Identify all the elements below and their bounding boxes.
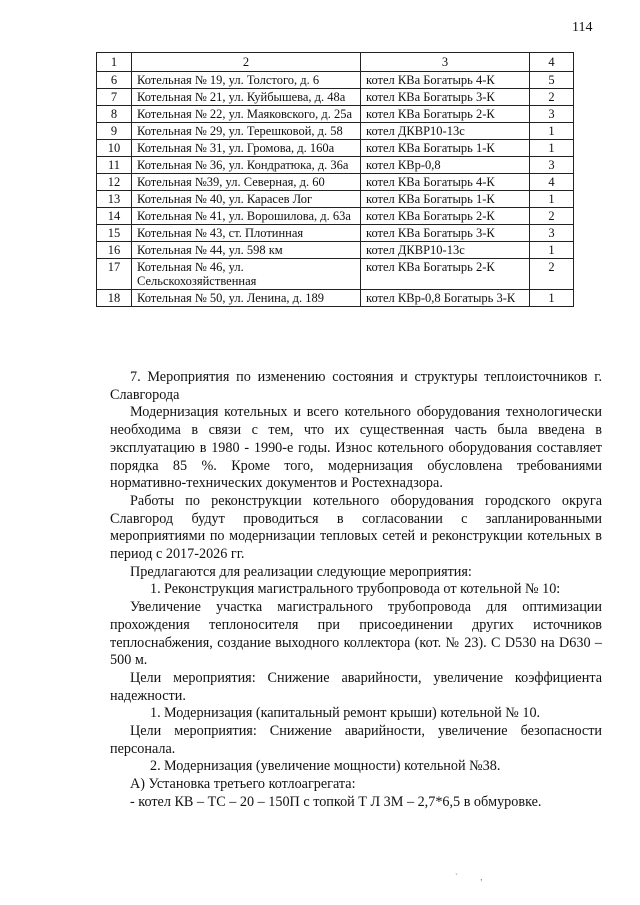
boiler-house-cell: Котельная № 29, ул. Терешковой, д. 58 (132, 123, 361, 140)
column-header: 2 (132, 53, 361, 72)
table-row (97, 140, 574, 157)
equipment-cell: котел ДКВР10-13с (361, 123, 530, 140)
boiler-house-cell: Котельная № 21, ул. Куйбышева, д. 48а (132, 89, 361, 106)
list-item-number: 2. (150, 758, 161, 775)
quantity-cell: 1 (530, 140, 574, 157)
table-row (97, 72, 574, 89)
equipment-cell: котел КВа Богатырь 4-К (361, 72, 530, 89)
list-item-number: 1. (150, 581, 161, 598)
table-row (97, 157, 574, 174)
list-item-text: Реконструкция магистрального трубопровода от котельной № 10: (164, 581, 561, 598)
table-row (97, 106, 574, 123)
boiler-house-cell: Котельная № 40, ул. Карасев Лог (132, 191, 361, 208)
boiler-house-cell: Котельная № 31, ул. Громова, д. 160а (132, 140, 361, 157)
equipment-cell: котел КВа Богатырь 2-К (361, 259, 530, 290)
table-row (97, 174, 574, 191)
equipment-cell: котел ДКВР10-13с (361, 242, 530, 259)
list-item-text: Модернизация (увеличение мощности) котельной №38. (164, 758, 501, 775)
quantity-cell: 1 (530, 123, 574, 140)
table-row (97, 89, 574, 106)
equipment-cell: котел КВа Богатырь 1-К (361, 140, 530, 157)
table-row (97, 225, 574, 242)
table-row (97, 290, 574, 307)
paragraph-pipeline-details: Увеличение участка магистрального трубопровода для оптимизации прохождения теплоносителя при присоединении других источников теплоснабжения, создание выходного коллектора (кот. № 23). С D530 на D630 – 500 м. (110, 599, 602, 669)
table-row (97, 123, 574, 140)
list-item-roof-repair (110, 705, 602, 723)
equipment-cell: котел КВа Богатырь 1-К (361, 191, 530, 208)
boiler-house-cell: Котельная № 22, ул. Маяковского, д. 25а (132, 106, 361, 123)
row-number-cell: 18 (97, 290, 132, 307)
table-row (97, 191, 574, 208)
boiler-house-cell: Котельная № 19, ул. Толстого, д. 6 (132, 72, 361, 89)
row-number-cell: 12 (97, 174, 132, 191)
boiler-house-cell: Котельная № 41, ул. Ворошилова, д. 63а (132, 208, 361, 225)
row-number-cell: 13 (97, 191, 132, 208)
equipment-cell: котел КВа Богатырь 3-К (361, 225, 530, 242)
equipment-cell: котел КВа Богатырь 4-К (361, 174, 530, 191)
page-number: 114 (572, 20, 593, 35)
list-item-text: Модернизация (капитальный ремонт крыши) котельной № 10. (164, 705, 541, 722)
equipment-cell: котел КВа Богатырь 2-К (361, 208, 530, 225)
list-item-capacity-increase (110, 758, 602, 776)
table-header-row (97, 53, 574, 72)
row-number-cell: 15 (97, 225, 132, 242)
table-row (97, 259, 574, 290)
paragraph-goals-1: Цели мероприятия: Снижение аварийности, увеличение коэффициента надежности. (110, 669, 602, 704)
list-item-number: 1. (150, 705, 161, 722)
quantity-cell: 5 (530, 72, 574, 89)
quantity-cell: 3 (530, 106, 574, 123)
boiler-house-cell: Котельная № 50, ул. Ленина, д. 189 (132, 290, 361, 307)
row-number-cell: 8 (97, 106, 132, 123)
equipment-cell: котел КВа Богатырь 2-К (361, 106, 530, 123)
table-row (97, 208, 574, 225)
equipment-cell: котел КВр-0,8 (361, 157, 530, 174)
list-item-pipeline-reconstruction (110, 581, 602, 599)
column-header: 3 (361, 53, 530, 72)
paragraph-modernization: Модернизация котельных и всего котельного оборудования технологически необходима в связи с тем, что их существенная часть была введена в эксплуатацию в 1980 - 1990-е годы. Износ котельного оборудования составляет порядка 85 %. Кроме того, модернизация обусловлена требованиями нормативно-технических документов и Ростехнадзора. (110, 404, 602, 492)
boiler-house-cell: Котельная № 43, ст. Плотинная (132, 225, 361, 242)
column-header: 1 (97, 53, 132, 72)
quantity-cell: 1 (530, 242, 574, 259)
section-text (110, 369, 602, 812)
equipment-cell: котел КВа Богатырь 3-К (361, 89, 530, 106)
boiler-house-cell: Котельная № 36, ул. Кондратюка, д. 36а (132, 157, 361, 174)
quantity-cell: 3 (530, 225, 574, 242)
table-row (97, 242, 574, 259)
quantity-cell: 1 (530, 191, 574, 208)
paragraph-proposed-measures: Предлагаются для реализации следующие мероприятия: (130, 563, 472, 580)
paragraph-third-boiler: А) Установка третьего котлоагрегата: (130, 776, 356, 793)
paragraph-goals-2: Цели мероприятия: Снижение аварийности, увеличение безопасности персонала. (110, 723, 602, 757)
quantity-cell: 2 (530, 259, 574, 290)
paragraph-reconstruction-works: Работы по реконструкции котельного оборудования городского округа Славгород будут проводиться в согласовании с запланированными мероприятиями по модернизации тепловых сетей и реконструкции котельных в период с 2017-2026 гг. (110, 492, 602, 563)
boiler-equipment-table (96, 52, 574, 307)
row-number-cell: 9 (97, 123, 132, 140)
scan-mark: ` , (455, 872, 493, 882)
column-header: 4 (530, 53, 574, 72)
quantity-cell: 2 (530, 89, 574, 106)
row-number-cell: 11 (97, 157, 132, 174)
row-number-cell: 14 (97, 208, 132, 225)
row-number-cell: 7 (97, 89, 132, 106)
quantity-cell: 4 (530, 174, 574, 191)
table-body (97, 72, 574, 307)
row-number-cell: 10 (97, 140, 132, 157)
paragraph-boiler-spec: - котел КВ – ТС – 20 – 150П с топкой Т Л 3М – 2,7*6,5 в обмуровке. (130, 793, 542, 810)
quantity-cell: 3 (530, 157, 574, 174)
quantity-cell: 2 (530, 208, 574, 225)
row-number-cell: 17 (97, 259, 132, 290)
boiler-house-cell: Котельная № 44, ул. 598 км (132, 242, 361, 259)
quantity-cell: 1 (530, 290, 574, 307)
row-number-cell: 16 (97, 242, 132, 259)
boiler-house-cell: Котельная № 46, ул. Сельскохозяйственная (132, 259, 361, 290)
row-number-cell: 6 (97, 72, 132, 89)
section-heading: 7. Мероприятия по изменению состояния и структуры теплоисточников г. Славгорода (110, 369, 602, 403)
equipment-cell: котел КВр-0,8 Богатырь 3-К (361, 290, 530, 307)
boiler-house-cell: Котельная №39, ул. Северная, д. 60 (132, 174, 361, 191)
